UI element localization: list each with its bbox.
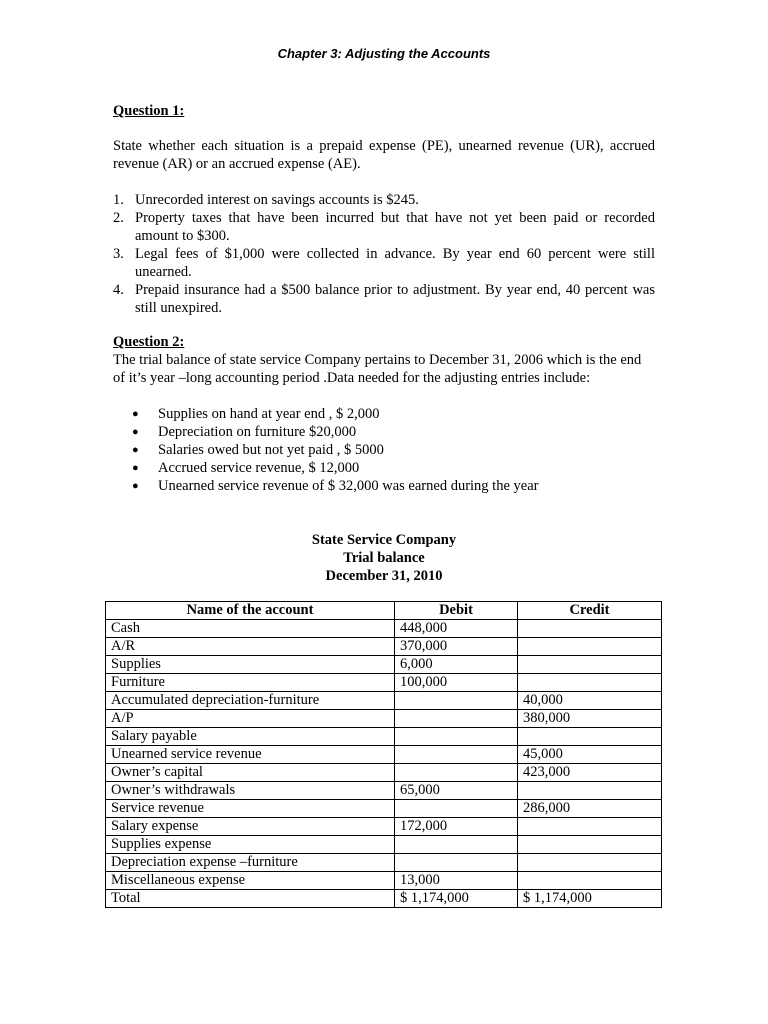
debit-cell [395, 836, 518, 854]
credit-cell [518, 872, 662, 890]
account-name-cell: Supplies [106, 656, 395, 674]
table-row [106, 638, 662, 656]
bullet-item [113, 423, 538, 441]
debit-cell: 100,000 [395, 674, 518, 692]
credit-cell [518, 836, 662, 854]
table-row [106, 872, 662, 890]
credit-cell [518, 638, 662, 656]
table-row [106, 836, 662, 854]
account-name-cell: Owner’s capital [106, 764, 395, 782]
debit-cell [395, 854, 518, 872]
list-item-text: Prepaid insurance had a $500 balance prior to adjustment. By year end, 40 percent was still unexpired. [135, 282, 655, 316]
table-row [106, 656, 662, 674]
table-row [106, 818, 662, 836]
question2-intro: The trial balance of state service Company pertains to December 31, 2006 which is the end of it’s year –long accounting period .Data needed for the adjusting entries include: [113, 352, 642, 386]
table-row [106, 746, 662, 764]
table-row [106, 800, 662, 818]
credit-cell [518, 854, 662, 872]
credit-cell [518, 728, 662, 746]
account-name-cell: Cash [106, 620, 395, 638]
table-row [106, 692, 662, 710]
question2-heading: Question 2: [113, 334, 185, 350]
credit-cell [518, 782, 662, 800]
bullet-text: Unearned service revenue of $ 32,000 was earned during the year [158, 478, 539, 494]
credit-cell: 45,000 [518, 746, 662, 764]
question1-intro: State whether each situation is a prepaid expense (PE), unearned revenue (UR), accrued revenue (AR) or an accrued expense (AE). [113, 138, 655, 172]
credit-cell: $ 1,174,000 [518, 890, 662, 908]
debit-cell [395, 692, 518, 710]
credit-cell [518, 818, 662, 836]
account-name-cell: Unearned service revenue [106, 746, 395, 764]
account-name-cell: Supplies expense [106, 836, 395, 854]
account-name-cell: Owner’s withdrawals [106, 782, 395, 800]
debit-cell [395, 728, 518, 746]
table-row [106, 620, 662, 638]
bullet-icon: ● [132, 480, 139, 492]
bullet-text: Supplies on hand at year end , $ 2,000 [158, 406, 380, 422]
trial-balance-table [105, 601, 662, 908]
statement-title: Trial balance [343, 550, 425, 566]
debit-cell [395, 800, 518, 818]
table-row [106, 728, 662, 746]
credit-cell: 40,000 [518, 692, 662, 710]
credit-cell: 423,000 [518, 764, 662, 782]
bullet-item [113, 441, 538, 459]
trial-balance-title [113, 531, 655, 585]
account-name-cell: Service revenue [106, 800, 395, 818]
table-row [106, 674, 662, 692]
list-item-text: Property taxes that have been incurred but that have not yet been paid or recorded amount to $300. [135, 210, 655, 244]
debit-cell: 65,000 [395, 782, 518, 800]
account-name-cell: Salary expense [106, 818, 395, 836]
bullet-icon: ● [132, 462, 139, 474]
bullet-item [113, 405, 538, 423]
list-item [113, 209, 655, 245]
table-row [106, 890, 662, 908]
debit-cell: 448,000 [395, 620, 518, 638]
bullet-icon: ● [132, 408, 139, 420]
list-item [113, 245, 655, 281]
list-item-number: 3. [113, 246, 124, 262]
account-name-cell: Miscellaneous expense [106, 872, 395, 890]
account-name-cell: Depreciation expense –furniture [106, 854, 395, 872]
column-header-debit: Debit [395, 602, 518, 620]
column-header-account: Name of the account [106, 602, 395, 620]
account-name-cell: Total [106, 890, 395, 908]
bullet-item [113, 477, 538, 495]
bullet-text: Accrued service revenue, $ 12,000 [158, 460, 360, 476]
company-name: State Service Company [311, 532, 457, 548]
list-item-text: Unrecorded interest on savings accounts is $245. [135, 192, 419, 208]
credit-cell [518, 620, 662, 638]
account-name-cell: A/P [106, 710, 395, 728]
list-item [113, 281, 655, 317]
credit-cell: 286,000 [518, 800, 662, 818]
question2-bullet-list [113, 405, 538, 495]
debit-cell: $ 1,174,000 [395, 890, 518, 908]
debit-cell [395, 746, 518, 764]
bullet-icon: ● [132, 426, 139, 438]
table-row [106, 854, 662, 872]
bullet-item [113, 459, 538, 477]
credit-cell [518, 674, 662, 692]
account-name-cell: Furniture [106, 674, 395, 692]
bullet-icon: ● [132, 444, 139, 456]
bullet-text: Depreciation on furniture $20,000 [158, 424, 357, 440]
statement-date: December 31, 2010 [325, 568, 443, 584]
debit-cell [395, 710, 518, 728]
account-name-cell: Salary payable [106, 728, 395, 746]
debit-cell: 172,000 [395, 818, 518, 836]
debit-cell: 13,000 [395, 872, 518, 890]
table-row [106, 710, 662, 728]
question1-heading: Question 1: [113, 103, 185, 119]
credit-cell: 380,000 [518, 710, 662, 728]
chapter-title: Chapter 3: Adjusting the Accounts [277, 46, 491, 61]
table-header-row [106, 602, 662, 620]
list-item [113, 191, 655, 209]
question1-list [113, 191, 655, 317]
debit-cell: 370,000 [395, 638, 518, 656]
debit-cell [395, 764, 518, 782]
table-row [106, 782, 662, 800]
account-name-cell: Accumulated depreciation-furniture [106, 692, 395, 710]
list-item-number: 1. [113, 192, 124, 208]
credit-cell [518, 656, 662, 674]
table-row [106, 764, 662, 782]
bullet-text: Salaries owed but not yet paid , $ 5000 [158, 442, 384, 458]
column-header-credit: Credit [518, 602, 662, 620]
list-item-text: Legal fees of $1,000 were collected in advance. By year end 60 percent were still unearned. [135, 246, 655, 280]
list-item-number: 2. [113, 210, 124, 226]
list-item-number: 4. [113, 282, 124, 298]
debit-cell: 6,000 [395, 656, 518, 674]
account-name-cell: A/R [106, 638, 395, 656]
